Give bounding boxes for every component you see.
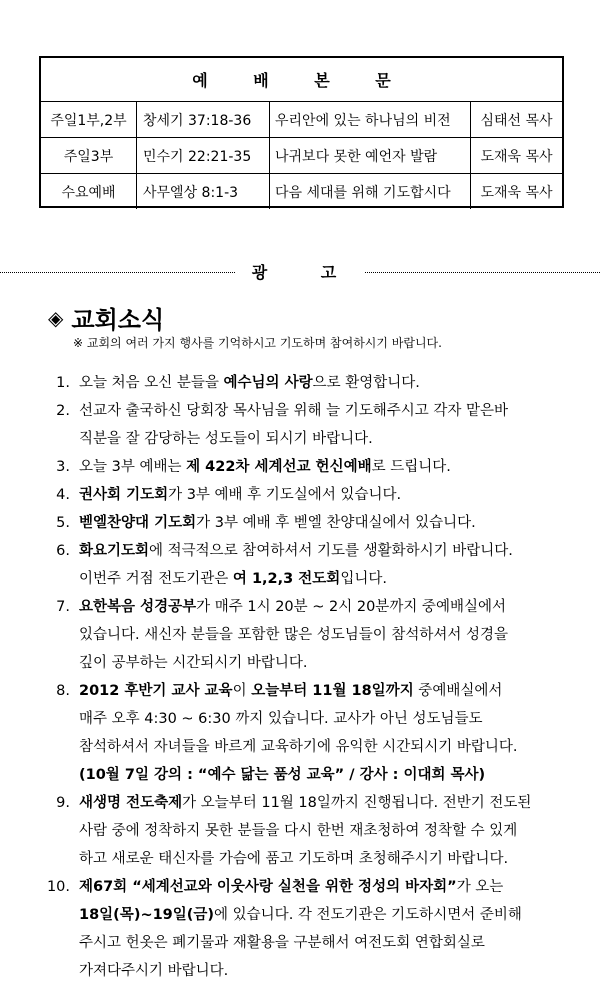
item-text: [79, 537, 600, 565]
item-text: [79, 873, 600, 901]
list-item: [0, 481, 600, 509]
emphasized-text: 벧엘찬양대 기도회: [79, 515, 197, 531]
body-text: 이: [232, 683, 252, 699]
sermon-table-header: 예 배 본 문: [41, 58, 562, 102]
body-text: 깊이 공부하는 시간되시기 바랍니다.: [79, 655, 308, 671]
list-item: [0, 845, 600, 873]
emphasized-text: 여 1,2,3 전도회: [232, 571, 341, 587]
item-number: 2.: [56, 403, 70, 419]
emphasized-text: 예수님의 사랑: [223, 375, 313, 391]
list-item: [0, 677, 600, 705]
item-number: 8.: [56, 683, 70, 699]
preacher-name: 도재욱 목사: [480, 184, 553, 201]
body-text: 주시고 헌옷은 폐기물과 재활용을 구분해서 여전도회 연합회실로: [79, 935, 485, 951]
body-text: 에 있습니다. 각 전도기관은 기도하시면서 준비해: [214, 907, 522, 923]
body-text: 가 매주 1시 20분 ~ 2시 20분까지 중예배실에서: [196, 599, 506, 615]
item-text: [79, 649, 600, 677]
list-item: [0, 593, 600, 621]
table-row: [41, 138, 562, 174]
item-text: [79, 677, 600, 705]
list-item: [0, 397, 600, 425]
emphasized-text: 2012 후반기 교사 교육: [79, 683, 233, 699]
emphasized-text: 화요기도회: [79, 543, 150, 559]
emphasized-text: 권사회 기도회: [79, 487, 169, 503]
item-text: [79, 705, 600, 733]
sermon-table: [39, 56, 564, 208]
emphasized-text: 요한복음 성경공부: [79, 599, 197, 615]
emphasized-text: (10월 7일 강의 : “예수 닮는 품성 교육” / 강사 : 이대희 목사): [79, 767, 486, 783]
list-item: [0, 817, 600, 845]
item-number: 6.: [56, 543, 70, 559]
item-text: [79, 621, 600, 649]
item-text: [79, 425, 600, 453]
emphasized-text: 제67회 “세계선교와 이웃사랑 실천을 위한 정성의 바자회”: [79, 879, 457, 895]
item-number: 3.: [56, 459, 70, 475]
item-text: [79, 845, 600, 873]
item-text: [79, 929, 600, 957]
body-text: 가 3부 예배 후 벧엘 찬양대실에서 있습니다.: [196, 515, 476, 531]
sermon-title: 다음 세대를 위해 기도합시다: [270, 174, 471, 209]
item-text: [79, 481, 600, 509]
body-text: 로 드립니다.: [371, 459, 451, 475]
body-text: 사람 중에 정착하지 못한 분들을 다시 한번 재초청하여 정착할 수 있게: [79, 823, 518, 839]
list-item: [0, 733, 600, 761]
list-item: [0, 901, 600, 929]
item-text: [79, 733, 600, 761]
service-name: 주일1부,2부: [41, 102, 137, 137]
list-item: [0, 789, 600, 817]
item-number: 5.: [56, 515, 70, 531]
item-text: [79, 453, 600, 481]
list-item: [0, 537, 600, 565]
list-item: [0, 929, 600, 957]
body-text: 중예배실에서: [413, 683, 503, 699]
item-text: [79, 509, 600, 537]
item-text: [79, 565, 600, 593]
scripture-passage: 민수기 22:21-35: [137, 138, 270, 173]
body-text: 에 적극적으로 참여하셔서 기도를 생활화하시기 바랍니다.: [149, 543, 513, 559]
dotted-rule-left: [0, 272, 235, 273]
table-row: [41, 102, 562, 138]
preacher-name: 심태선 목사: [480, 112, 553, 129]
sermon-title: 우리안에 있는 하나님의 비전: [270, 102, 471, 137]
emphasized-text: 오늘부터 11월 18일까지: [251, 683, 414, 699]
list-item: [0, 425, 600, 453]
emphasized-text: 새생명 전도축제: [79, 795, 183, 811]
list-item: [0, 509, 600, 537]
dotted-rule-right: [365, 272, 600, 273]
body-text: 직분을 잘 감당하는 성도들이 되시기 바랍니다.: [79, 431, 373, 447]
list-item: [0, 453, 600, 481]
table-row: [41, 174, 562, 209]
item-text: [79, 593, 600, 621]
body-text: 매주 오후 4:30 ~ 6:30 까지 있습니다. 교사가 아닌 성도님들도: [79, 711, 483, 727]
item-text: [79, 817, 600, 845]
service-name: 주일3부: [41, 138, 137, 173]
body-text: 있습니다. 새신자 분들을 포함한 많은 성도님들이 참석하셔서 성경을: [79, 627, 509, 643]
body-text: 가 오늘부터 11월 18일까지 진행됩니다. 전반기 전도된: [182, 795, 532, 811]
item-number: 4.: [56, 487, 70, 503]
list-item: [0, 761, 600, 789]
body-text: 입니다.: [340, 571, 387, 587]
body-text: 가져다주시기 바랍니다.: [79, 963, 229, 979]
item-number: 7.: [56, 599, 70, 615]
body-text: 하고 새로운 태신자를 가슴에 품고 기도하며 초청해주시기 바랍니다.: [79, 851, 509, 867]
announcement-list: [0, 369, 600, 985]
body-text: 가 오는: [456, 879, 504, 895]
item-text: [79, 397, 600, 425]
list-item: [0, 705, 600, 733]
diamond-bullet-icon: ◈: [48, 305, 64, 330]
service-name: 수요예배: [41, 174, 137, 209]
item-text: [79, 957, 600, 985]
church-news-subtitle: ※ 교회의 여러 가지 행사를 기억하시고 기도하며 참여하시기 바랍니다.: [73, 336, 442, 350]
scripture-passage: 사무엘상 8:1-3: [137, 174, 270, 209]
body-text: 으로 환영합니다.: [312, 375, 420, 391]
announcements-title: 광 고: [251, 263, 361, 282]
list-item: [0, 621, 600, 649]
emphasized-text: 18일(목)~19일(금): [79, 907, 215, 923]
list-item: [0, 369, 600, 397]
body-text: 가 3부 예배 후 기도실에서 있습니다.: [168, 487, 402, 503]
item-text: [79, 761, 600, 789]
item-number: 9.: [56, 795, 70, 811]
list-item: [0, 957, 600, 985]
body-text: 오늘 3부 예배는: [79, 459, 187, 475]
preacher-name: 도재욱 목사: [480, 148, 553, 165]
item-text: [79, 369, 600, 397]
sermon-title: 나귀보다 못한 예언자 발람: [270, 138, 471, 173]
body-text: 오늘 처음 오신 분들을: [79, 375, 224, 391]
announcements-divider: [0, 260, 600, 280]
church-news-heading: [48, 300, 164, 335]
list-item: [0, 649, 600, 677]
item-text: [79, 789, 600, 817]
emphasized-text: 제 422차 세계선교 헌신예배: [186, 459, 372, 475]
item-text: [79, 901, 600, 929]
item-number: 10.: [46, 879, 70, 895]
body-text: 이번주 거점 전도기관은: [79, 571, 233, 587]
church-news-title: 교회소식: [71, 306, 165, 334]
body-text: 참석하셔서 자녀들을 바르게 교육하기에 유익한 시간되시기 바랍니다.: [79, 739, 518, 755]
list-item: [0, 873, 600, 901]
item-number: 1.: [56, 375, 70, 391]
scripture-passage: 창세기 37:18-36: [137, 102, 270, 137]
list-item: [0, 565, 600, 593]
body-text: 선교자 출국하신 당회장 목사님을 위해 늘 기도해주시고 각자 맡은바: [79, 403, 509, 419]
